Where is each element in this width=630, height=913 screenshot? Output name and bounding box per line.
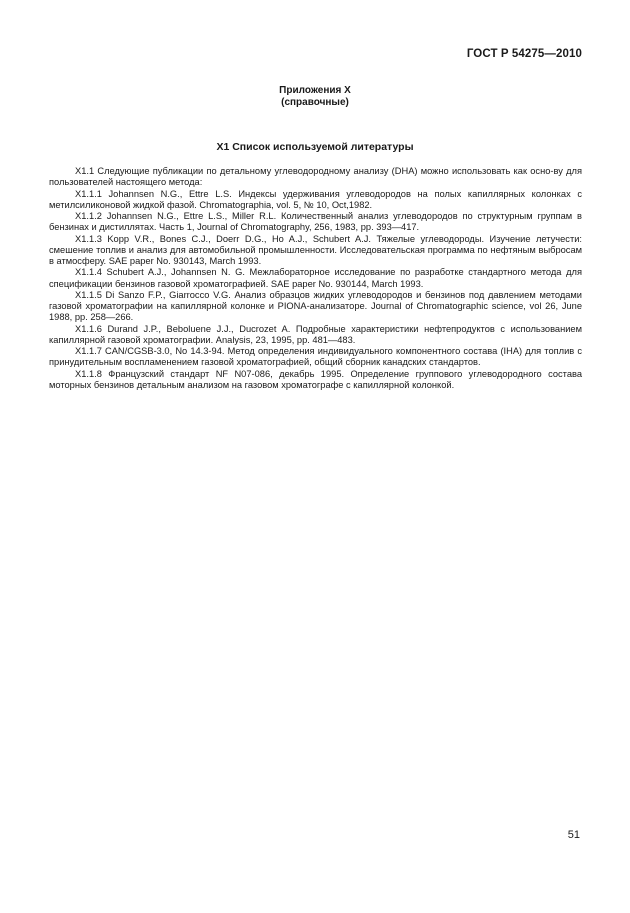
- reference-paragraph: Х1.1.5 Di Sanzo F.P., Giarrocco V.G. Анализ образцов жидких углеводородов и бензинов под давлением методами газовой хроматографии на капиллярной колонке и PIONA-анализаторе. Journal of Chromatographic science, vol 26, June 1988, pp. 258—266.: [49, 289, 582, 323]
- document-code: ГОСТ Р 54275—2010: [466, 48, 582, 60]
- appendix-subtitle: (справочные): [281, 97, 349, 108]
- reference-list: [49, 166, 582, 391]
- reference-paragraph: Х1.1 Следующие публикации по детальному углеводородному анализу (DHA) можно использовать как осно-ву для пользователей настоящего метода:: [49, 166, 582, 188]
- appendix-heading: [0, 85, 630, 109]
- section-title: Х1 Список используемой литературы: [216, 141, 414, 153]
- reference-paragraph: Х1.1.1 Johannsen N.G., Ettre L.S. Индексы удерживания углеводородов на полых капиллярных колонках с метилсиликоновой жидкой фазой. Chromatographia, vol. 5, № 10, Oct,1982.: [49, 188, 582, 210]
- page-number: 51: [567, 829, 580, 841]
- reference-paragraph: Х1.1.7 CAN/CGSB-3.0, No 14.3-94. Метод определения индивидуального компонентного состава (IHA) для топлив с принудительным воспламенением газовой хроматографией, общий сборник канадских стандартов.: [49, 346, 582, 368]
- reference-paragraph: Х1.1.8 Французский стандарт NF N07-086, декабрь 1995. Определение группового углеводородного состава моторных бензинов детальным анализом на газовом хроматографе с капиллярной колонкой.: [49, 368, 582, 390]
- appendix-title: Приложения Х: [279, 85, 351, 96]
- reference-paragraph: Х1.1.2 Johannsen N.G., Ettre L.S., Miller R.L. Количественный анализ углеводородов по структурным группам в бензинах и дистиллятах. Часть 1, Journal of Chromatography, 256, 1983, pp. 393—417.: [49, 211, 582, 233]
- reference-paragraph: Х1.1.3 Kopp V.R., Bones C.J., Doerr D.G., Ho A.J., Schubert A.J. Тяжелые углеводороды. Изучение летучести: смешение топлив и анализ для автомобильной промышленности. Исследовательская программа по нефтяным выбросам в атмосферу. SAE paper No. 930143, March 1993.: [49, 233, 582, 266]
- reference-paragraph: Х1.1.6 Durand J.P., Beboluene J.J., Ducrozet A. Подробные характеристики нефтепродуктов с использованием капиллярной газовой хроматографии. Analysis, 23, 1995, pp. 481—483.: [49, 323, 582, 345]
- reference-paragraph: Х1.1.4 Schubert A.J., Johannsen N. G. Межлабораторное исследование по разработке стандартного метода для спецификации бензинов газовой хроматографией. SAE paper No. 930144, March 1993.: [49, 267, 582, 289]
